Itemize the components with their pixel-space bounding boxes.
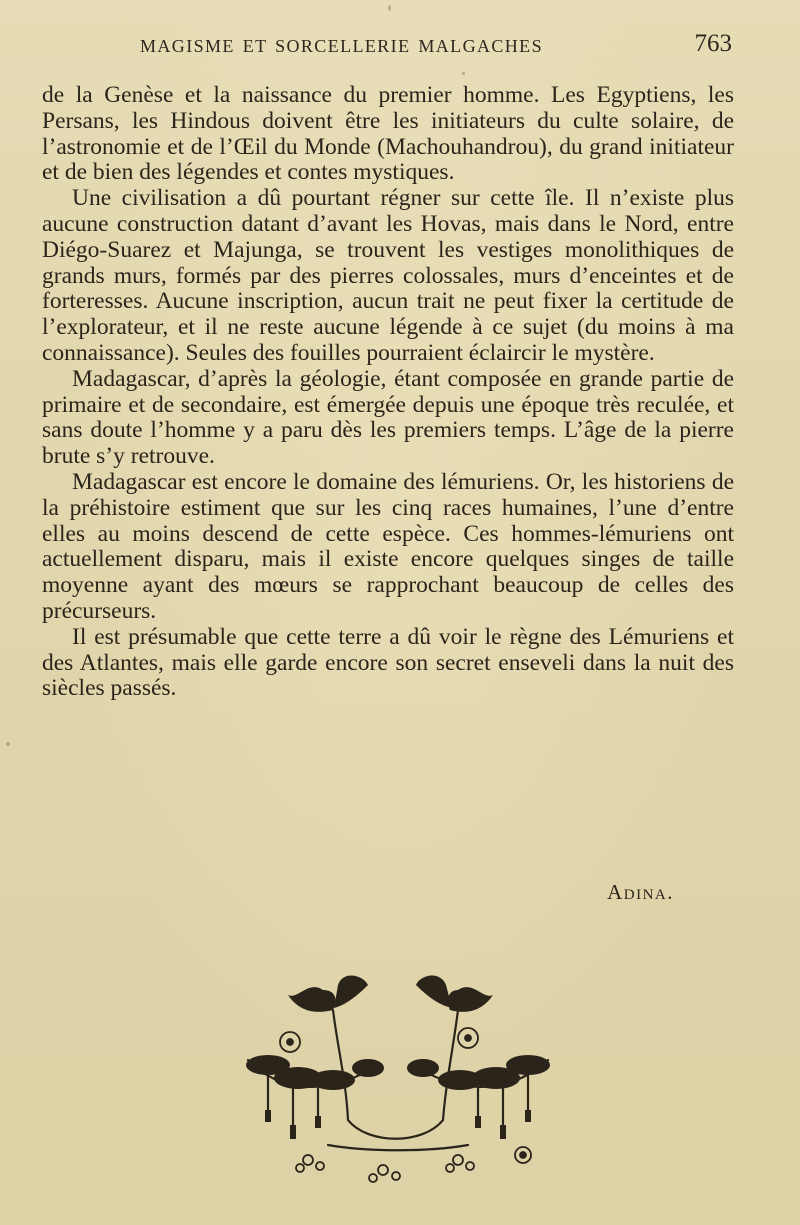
paragraph-4: Madagascar est encore le domaine des lémuriens. Or, les historiens de la préhistoire estiment que sur les cinq races humaines, l’une d’entre elles au moins descend de cette espèce. Ces hommes-lémuriens ont actuellement disparu, mais il existe encore quelques singes de taille moyenne ayant des mœurs se rapprochant beaucoup de celles des précurseurs. [42, 468, 734, 624]
author-signature: Adina. [607, 880, 674, 904]
paper-speck [462, 72, 465, 75]
page-number: 763 [694, 30, 732, 57]
paragraph-1: de la Genèse et la naissance du premier homme. Les Egyptiens, les Persans, les Hindous doivent être les initiateurs du culte solaire, de l’astronomie et de l’Œil du Monde (Machouhandrou), du grand initiateur et de bien des légendes et contes mystiques. [42, 82, 734, 186]
paragraph-3: Madagascar, d’après la géologie, étant composée en grande partie de primaire et de secondaire, est émergée depuis une époque très reculée, et sans doute l’homme y a paru dès les premiers temps. L’âge de la pierre brute s’y retrouve. [42, 365, 734, 470]
paragraph-2: Une civilisation a dû pourtant régner sur cette île. Il n’existe plus aucune construction datant d’avant les Hovas, mais dans le Nord, entre Diégo-Suarez et Majunga, se trouvent les vestiges monolithiques de grands murs, formés par des pierres colossales, murs d’enceintes et de forteresses. Aucune inscription, aucun trait ne peut fixer la certitude de l’explorateur, et il ne reste aucune légende à ce sujet (du moins à ma connaissance). Seules des fouilles pourraient éclaircir le mystère. [42, 185, 734, 366]
paper-speck [6, 742, 10, 746]
running-title: MAGISME ET SORCELLERIE MALGACHES [140, 36, 543, 56]
floral-tailpiece-icon [228, 970, 568, 1190]
paragraph-5: Il est présumable que cette terre a dû voir le règne des Lémuriens et des Atlantes, mais elle garde encore son secret enseveli dans la nuit des siècles passés. [42, 623, 734, 702]
running-head [140, 30, 740, 60]
paper-speck [388, 5, 391, 11]
body-text [42, 83, 734, 702]
